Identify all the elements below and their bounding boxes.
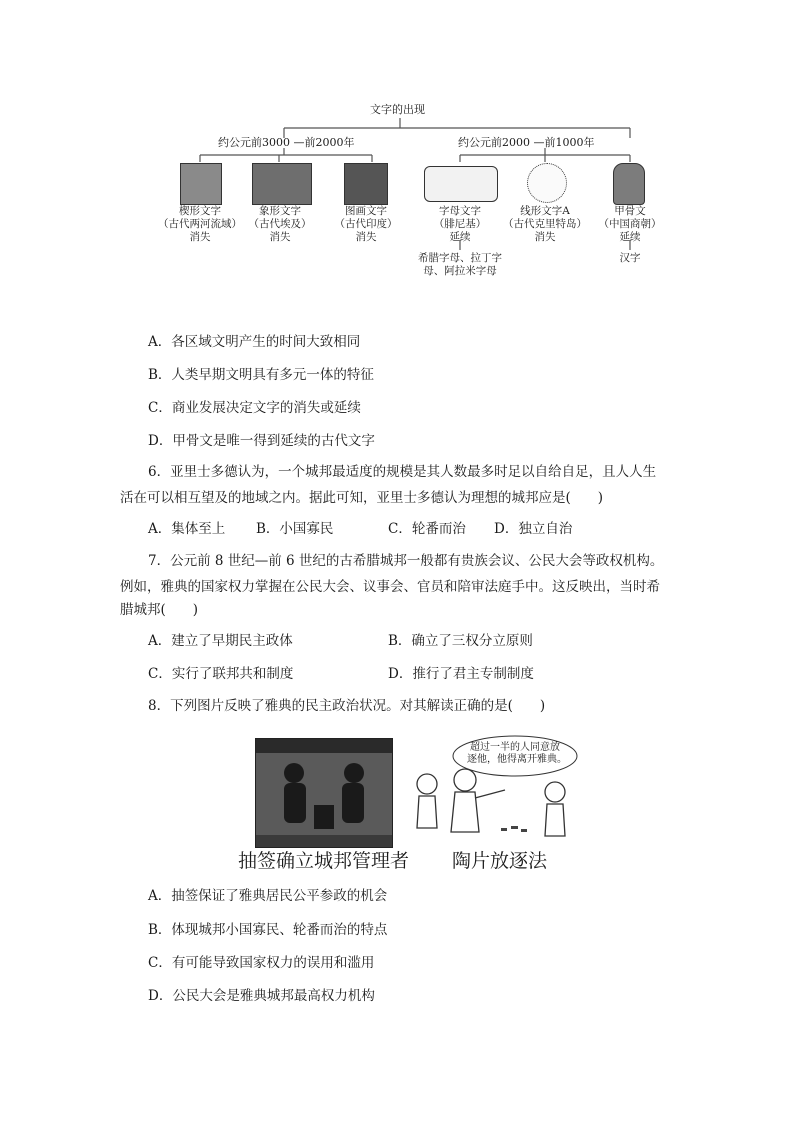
branch-left-label: 约公元前3000 —前2000年 xyxy=(218,136,355,149)
writing-origin-diagram xyxy=(0,0,794,300)
q8-option-b: B．体现城邦小国寡民、轮番而治的特点 xyxy=(148,922,388,938)
q8-option-d: D．公民大会是雅典城邦最高权力机构 xyxy=(148,988,375,1004)
indus-seal-image xyxy=(344,163,388,205)
caption-lottery: 抽签确立城邦管理者 xyxy=(238,850,410,872)
ostracism-cartoon xyxy=(405,732,595,848)
q6-option-c: C．轮番而治 xyxy=(388,521,466,537)
q7-option-a: A．建立了早期民主政体 xyxy=(148,633,293,649)
q7-stem-line3: 腊城邦( ) xyxy=(120,602,199,618)
diagram-connectors xyxy=(0,0,794,300)
q8-option-a: A．抽签保证了雅典居民公平参政的机会 xyxy=(148,888,388,904)
q7-option-d: D．推行了君主专制制度 xyxy=(388,666,534,682)
q7-stem-line2: 例如，雅典的国家权力掌握在公民大会、议事会、官员和陪审法庭手中。这反映出，当时希 xyxy=(120,579,660,595)
node-cuneiform: 楔形文字 （古代两河流域） 消失 xyxy=(158,205,242,243)
q6-stem-line2: 活在可以相互望及的地域之内。据此可知，亚里士多德认为理想的城邦应是( ) xyxy=(120,490,604,506)
oracle-bone-image xyxy=(613,163,645,205)
q5-option-c: C．商业发展决定文字的消失或延续 xyxy=(148,400,361,416)
caption-ostracism: 陶片放逐法 xyxy=(452,850,548,872)
q5-option-b: B．人类早期文明具有多元一体的特征 xyxy=(148,367,374,383)
q8-figure xyxy=(0,730,794,870)
oracle-bone-descendant: 汉字 xyxy=(619,252,641,264)
node-hieroglyph: 象形文字 （古代埃及） 消失 xyxy=(248,205,312,243)
branch-right-label: 约公元前2000 —前1000年 xyxy=(458,136,595,149)
q6-option-a: A．集体至上 xyxy=(148,521,226,537)
speech-bubble-text: 超过一半的人同意放 逐他，他得离开雅典。 xyxy=(467,742,567,765)
q5-option-a: A．各区域文明产生的时间大致相同 xyxy=(148,334,361,350)
q6-stem-line1: 6．亚里士多德认为，一个城邦最适度的规模是其人数最多时足以自给自足，且人人生 xyxy=(148,464,657,480)
node-alphabet: 字母文字 （腓尼基） 延续 xyxy=(433,205,487,243)
q8-option-c: C．有可能导致国家权力的误用和滥用 xyxy=(148,955,375,971)
q7-option-c: C．实行了联邦共和制度 xyxy=(148,666,294,682)
q6-option-b: B．小国寡民 xyxy=(256,521,334,537)
node-pictograph: 图画文字 （古代印度） 消失 xyxy=(334,205,398,243)
q8-stem: 8．下列图片反映了雅典的民主政治状况。对其解读正确的是( ) xyxy=(148,698,546,714)
node-oracle-bone: 甲骨文 （中国商朝） 延续 xyxy=(598,205,662,243)
alphabet-descendants: 希腊字母、拉丁字 母、阿拉米字母 xyxy=(418,252,502,277)
cuneiform-image xyxy=(180,163,222,205)
q7-option-b: B．确立了三权分立原则 xyxy=(388,633,533,649)
q5-option-d: D．甲骨文是唯一得到延续的古代文字 xyxy=(148,433,375,449)
node-linear-a: 线形文字A （古代克里特岛） 消失 xyxy=(503,205,587,243)
lottery-vase-image xyxy=(255,738,393,848)
q7-stem-line1: 7．公元前 8 世纪—前 6 世纪的古希腊城邦一般都有贵族会议、公民大会等政权机构。 xyxy=(148,553,664,569)
diagram-root-label: 文字的出现 xyxy=(370,103,425,116)
q6-option-d: D．独立自治 xyxy=(494,521,573,537)
phoenician-tablet-image xyxy=(424,166,498,202)
linear-a-image xyxy=(527,163,567,203)
vase-figures-icon xyxy=(256,739,392,847)
hieroglyph-image xyxy=(252,163,312,205)
